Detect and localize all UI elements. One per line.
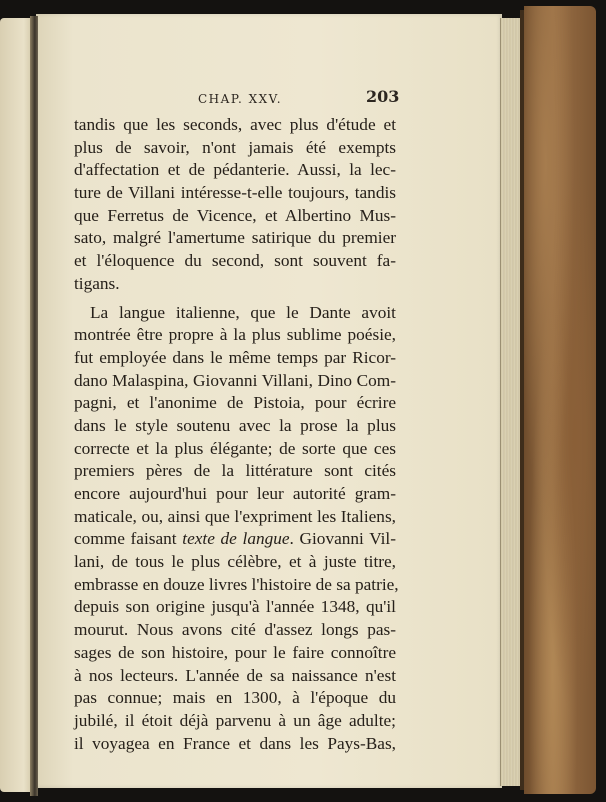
text-line: correcte et la plus élégante; de sorte que ces [74,438,396,458]
text-line: d'affectation et de pédanterie. Aussi, la lec- [74,160,396,180]
previous-page-edge [0,18,34,792]
text-line: depuis son origine jusqu'à l'année 1348, qu'il [74,597,396,617]
text-line: que Ferretus de Vicence, et Albertino Mus- [74,205,396,225]
text-line: La langue italienne, que le Dante avoit [90,302,396,322]
text-fragment: comme faisant [74,529,183,549]
text-line: il voyagea en France et dans les Pays-Bas, [74,733,396,753]
text-line: ture de Villani intéresse-t-elle toujours, tandis [74,183,396,203]
text-line: dano Malaspina, Giovanni Villani, Dino Com- [74,370,396,390]
page-gutter [30,16,38,796]
text-fragment: . Giovanni Vil- [289,529,396,549]
text-line: tandis que les seconds, avec plus d'étude et [74,115,396,134]
text-line: pagni, et l'anonime de Pistoia, pour écrire [74,393,396,413]
italic-phrase: texte de langue [182,529,290,549]
running-head: CHAP. XXV. [198,92,283,106]
text-line: lani, de tous le plus célèbre, et à juste titre, [74,552,396,572]
text-line: et l'éloquence du second, sont souvent fa- [74,251,396,271]
text-line: encore aujourd'hui pour leur autorité gram- [74,484,396,503]
text-line: embrasse en douze livres l'histoire de sa patrie, [74,574,399,594]
text-line: sages de son histoire, pour le faire connoître [74,642,396,662]
text-line: fut employée dans le même temps par Ricor- [74,347,396,367]
text-line: jubilé, il étoit déjà parvenu à un âge adulte; [74,710,396,730]
text-line: pas connue; mais en 1300, à l'époque du [74,688,396,708]
text-line: plus de savoir, n'ont jamais été exempts [74,137,396,157]
marbled-cover [524,6,596,794]
text-line: premiers pères de la littérature sont cités [74,461,396,481]
page-header [36,84,502,108]
text-line: maticale, ou, ainsi que l'expriment les Italiens, [74,506,396,526]
body-text [74,114,399,755]
page-number: 203 [366,87,400,106]
text-line-with-italic [74,528,396,551]
text-line: à nos lecteurs. L'année de sa naissance n'est [74,665,396,685]
text-line: dans le style soutenu avec la prose la plus [74,415,396,435]
text-line: mourut. Nous avons cité d'assez longs pas- [74,620,396,640]
text-line: montrée être propre à la plus sublime poésie, [74,325,396,345]
paragraph-1 [74,114,396,296]
paragraph-2 [74,302,399,756]
text-line: sato, malgré l'amertume satirique du premier [74,228,396,248]
text-line: tigans. [74,273,120,293]
